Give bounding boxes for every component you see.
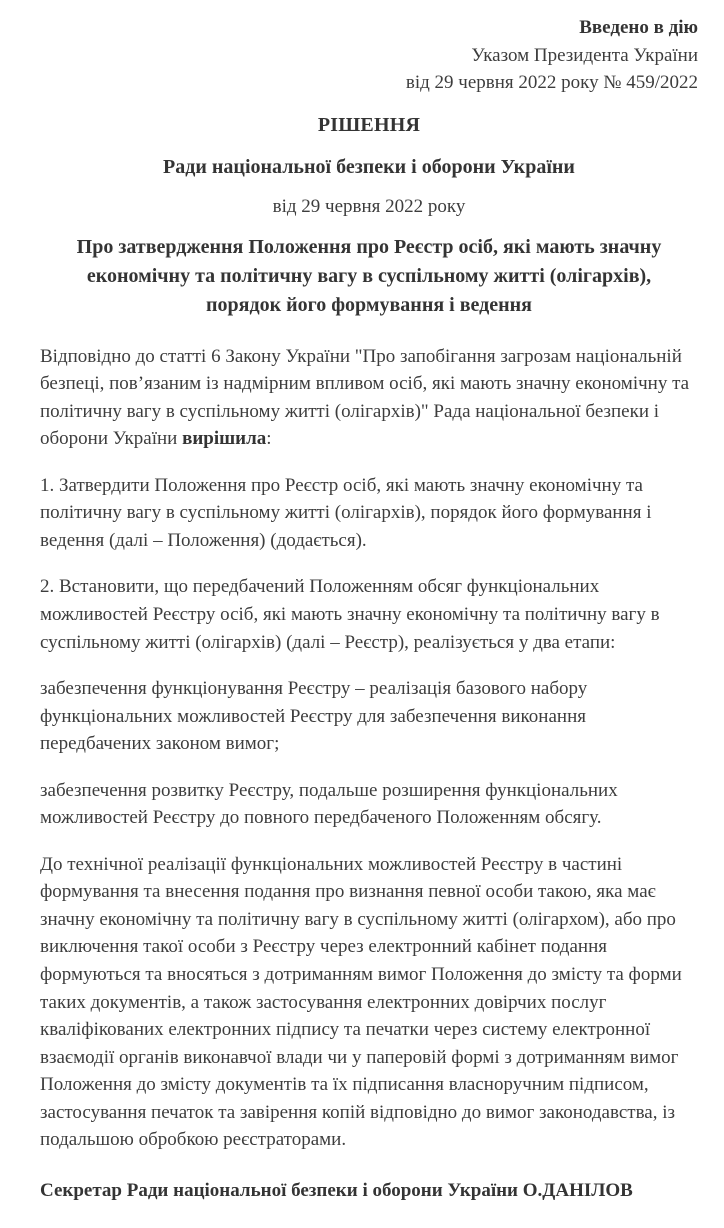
doc-date: від 29 червня 2022 року xyxy=(272,195,466,217)
signature-line: Секретар Ради національної безпеки і оборони України О.ДАНІЛОВ xyxy=(40,1179,633,1201)
opening-resolved-word: вирішила xyxy=(182,428,267,450)
opening-paragraph xyxy=(40,343,698,453)
issued-block xyxy=(40,14,698,97)
doc-subject: Про затвердження Положення про Реєстр осіб, які мають значну економічну та політичну вагу в суспільному житті (олігархів), порядок його формування і ведення xyxy=(76,235,662,316)
doc-type-title: РІШЕННЯ xyxy=(317,113,421,136)
issued-date: від 29 червня 2022 року № 459/2022 xyxy=(405,72,698,94)
paragraph-approve: 1. Затвердити Положення про Реєстр осіб, які мають значну економічну та політичну вагу в суспільному житті (олігархів), порядок його формування і ведення (далі – Положення) (додається). xyxy=(40,474,652,551)
paragraph-stage-two: забезпечення розвитку Реєстру, подальше розширення функціональних можливостей Реєстру до повного передбаченого Положенням обсягу. xyxy=(40,779,618,829)
issued-by: Указом Президента України xyxy=(471,44,698,66)
paragraph-establish: 2. Встановити, що передбачений Положенням обсяг функціональних можливостей Реєстру осіб, які мають значну економічну та політичну вагу в суспільному житті (олігархів) (далі – Реєстр), реалізується у два етапи: xyxy=(40,576,660,653)
paragraph-technical: До технічної реалізації функціональних можливостей Реєстру в частині формування та внесення подання про визнання певної особи такою, яка має значну економічну та політичну вагу в суспільному житті (олігархом), або про виключення такої особи з Реєстру через електронний кабінет подання формуються та вносяться з дотриманням вимог Положення до змісту та форми таких документів, а також застосування електронних довірчих послуг кваліфікованих електронних підпису та печатки через систему електронної взаємодії органів виконавчої влади чи у паперовій формі з дотриманням вимог Положення до змісту документів та їх підписання власноручним підписом, застосування печаток та завірення копій відповідно до вимог законодавства, із подальшою обробкою реєстраторами. xyxy=(40,853,682,1151)
opening-suffix: : xyxy=(266,428,272,450)
doc-authority: Ради національної безпеки і оборони України xyxy=(163,155,575,178)
issued-note: Введено в дію xyxy=(579,17,698,38)
opening-text: Відповідно до статті 6 Закону України "Про запобігання загрозам національній безпеці, пов’язаним із надмірним впливом осіб, які мають значну економічну та політичну вагу в суспільному житті (олігархів)" Рада національної безпеки і оборони України xyxy=(40,345,690,450)
paragraph-stage-one: забезпечення функціонування Реєстру – реалізація базового набору функціональних можливостей Реєстру для забезпечення виконання передбачених законом вимог; xyxy=(40,678,588,755)
